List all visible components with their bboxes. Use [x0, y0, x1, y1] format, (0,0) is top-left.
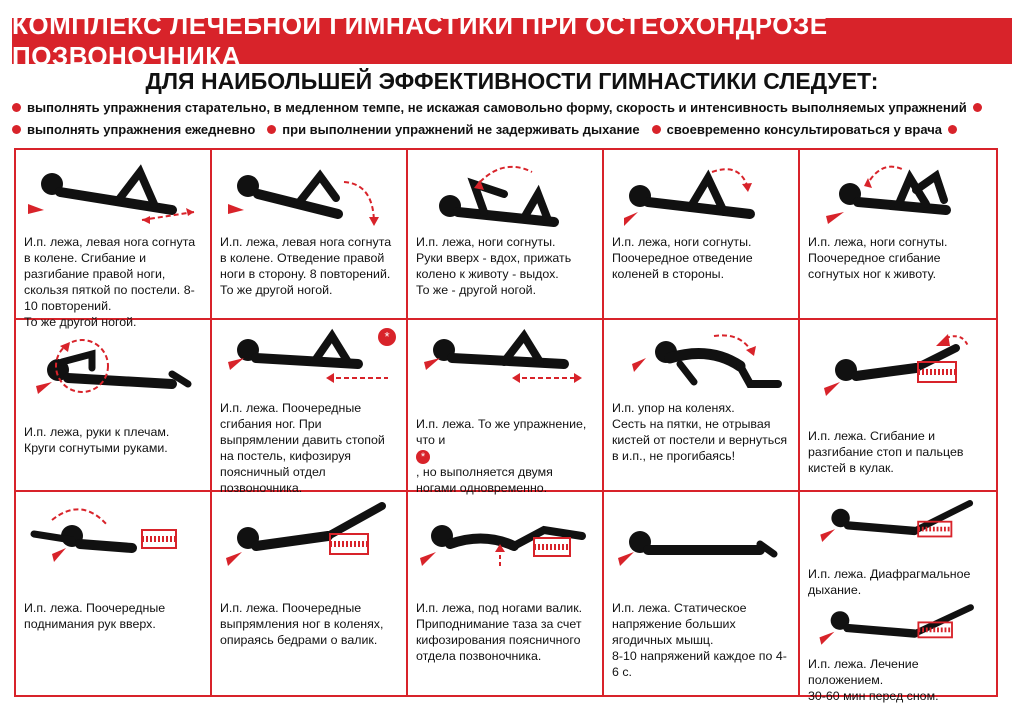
exercise-caption: И.п. лежа. Поочередные сгибания ног. При выпрямлении давить стопой на постель, кифозируя поясничный отдел позвоночника.: [220, 401, 385, 495]
bullet-icon: [948, 125, 957, 134]
exercise-card-14: [604, 492, 800, 695]
rules-line-2: [12, 122, 1012, 137]
exercise-caption: И.п. лежа. Сгибание и разгибание стоп и пальцев кистей в кулак.: [808, 429, 964, 475]
exercise-caption: [416, 400, 596, 496]
exercise-caption: И.п. лежа. Лечение положением. 30-60 мин перед сном.: [808, 657, 939, 703]
exercise-card-2: [212, 150, 408, 320]
exercise-caption: И.п. лежа, под ногами валик. Приподнимание таза за счет кифозирования поясничного отдела позвоночника.: [416, 601, 583, 663]
rule-item: [652, 122, 957, 137]
bullet-icon: [267, 125, 276, 134]
exercise-card-12: [212, 492, 408, 695]
title-banner: [12, 10, 1012, 71]
exercise-figure-icon: [414, 154, 594, 232]
exercise-caption: И.п. лежа, руки к плечам. Круги согнутыми руками.: [24, 425, 170, 455]
exercise-figure-icon: [806, 154, 986, 232]
exercise-figure-icon: [610, 496, 790, 574]
exercise-figure-icon: [218, 324, 398, 402]
exercise-card-15: [800, 492, 996, 703]
rule-item: [12, 122, 255, 137]
exercise-card-4: [604, 150, 800, 320]
exercise-figure-icon: [22, 496, 202, 574]
exercise-card-1: [16, 150, 212, 329]
rules-line-1: [12, 100, 1012, 115]
exercise-card-10: [800, 320, 996, 492]
exercise-card-11: [16, 492, 212, 695]
bullet-icon: [973, 103, 982, 112]
exercise-figure-icon: [610, 154, 790, 232]
exercise-caption: И.п. лежа, ноги согнуты. Поочередное отведение коленей в стороны.: [612, 235, 753, 281]
exercise-card-9: [604, 320, 800, 492]
exercise-caption: И.п. лежа, левая нога согнута в колене. Сгибание и разгибание правой ноги, скользя пяткой по постели. 8-10 повторений. То же другой ногой.: [24, 235, 196, 329]
bullet-icon: [12, 125, 21, 134]
exercise-figure-icon: [806, 494, 986, 566]
exercise-figure-icon: [218, 154, 398, 232]
rule-text: выполнять упражнения ежедневно: [27, 122, 256, 137]
exercise-caption: И.п. лежа, ноги согнуты. Поочередное сгибание согнутых ног к животу.: [808, 235, 948, 281]
rule-item: [12, 100, 982, 115]
reference-marker-icon: *: [378, 328, 396, 346]
exercise-card-7: [212, 320, 408, 495]
exercise-figure-icon: [22, 154, 202, 232]
exercise-figure-icon: [218, 496, 398, 574]
exercise-figure-icon: [806, 600, 986, 656]
rule-text: выполнять упражнения старательно, в медленном темпе, не искажая самовольно форму, скорость и интенсивность выполняемых упражнений: [27, 100, 967, 115]
exercise-figure-icon: [806, 324, 986, 402]
exercise-card-6: [16, 320, 212, 492]
exercise-card-5: [800, 150, 996, 320]
rule-item: [267, 122, 639, 137]
exercise-caption: И.п. упор на коленях. Сесть на пятки, не отрывая кистей от постели и вернуться в и.п., не прогибаясь!: [612, 401, 788, 463]
caption-part: , но выполняется двумя ногами одновременно.: [416, 465, 553, 495]
exercise-caption: И.п. лежа, ноги согнуты. Руки вверх - вдох, прижать колено к животу - выдох. То же - другой ногой.: [416, 235, 572, 297]
exercise-caption: И.п. лежа. Статическое напряжение больших ягодичных мышц. 8-10 напряжений каждое по 4-6 с.: [612, 601, 787, 679]
exercise-card-3: [408, 150, 604, 320]
rule-text: своевременно консультироваться у врача: [666, 122, 942, 137]
page-title: КОМПЛЕКС ЛЕЧЕБНОЙ ГИМНАСТИКИ ПРИ ОСТЕОХОНДРОЗЕ ПОЗВОНОЧНИКА: [12, 10, 828, 71]
exercise-card-13: [408, 492, 604, 695]
exercise-figure-icon: [414, 324, 594, 402]
caption-part: И.п. лежа. То же упражнение, что и: [416, 417, 587, 447]
exercise-card-8: [408, 320, 604, 495]
exercise-grid: [14, 148, 998, 703]
exercise-figure-icon: [22, 324, 202, 402]
reference-marker-icon: *: [416, 450, 430, 464]
exercise-caption: И.п. лежа, левая нога согнута в колене. Отведение правой ноги в сторону. 8 повторений. То же другой ногой.: [220, 235, 392, 297]
exercise-caption: И.п. лежа. Поочередные выпрямления ног в коленях, опираясь бедрами о валик.: [220, 601, 384, 647]
exercise-caption: И.п. лежа. Поочередные поднимания рук вверх.: [24, 601, 166, 631]
exercise-figure-icon: [610, 324, 790, 402]
bullet-icon: [652, 125, 661, 134]
page-subtitle: ДЛЯ НАИБОЛЬШЕЙ ЭФФЕКТИВНОСТИ ГИМНАСТИКИ СЛЕДУЕТ:: [145, 68, 879, 94]
exercise-caption: И.п. лежа. Диафрагмальное дыхание.: [808, 567, 971, 597]
bullet-icon: [12, 103, 21, 112]
rule-text: при выполнении упражнений не задерживать дыхание: [282, 122, 640, 137]
exercise-figure-icon: [414, 496, 594, 574]
